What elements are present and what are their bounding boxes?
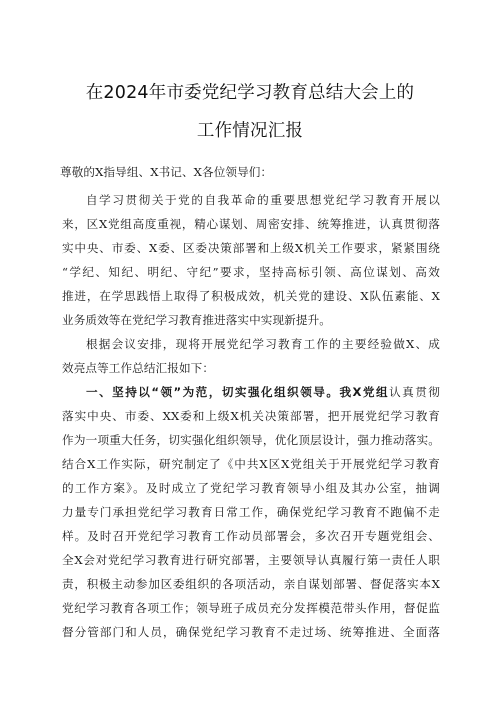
section1-line-9: 责，积极主动参加区委组织的各项活动，亲自谋划部署、督促落实本X xyxy=(62,577,440,591)
section1-heading: 一、坚持以“领”为范，切实强化组织领导。我X党组 xyxy=(86,385,390,399)
para1-line-1: 自学习贯彻关于党的自我革命的重要思想党纪学习教育开展以 xyxy=(86,193,440,207)
section1-line-3: 作为一项重大任务，切实强化组织领导，优化顶层设计，强力推动落实。 xyxy=(62,433,440,447)
document-title-line-1: 在2024年市委党纪学习教育总结大会上的 xyxy=(85,83,415,103)
section1-line-10: 党纪学习教育各项工作；领导班子成员充分发挥模范带头作用，督促监 xyxy=(62,601,440,615)
section1-first-line-rest: 认真贯彻 xyxy=(389,385,440,399)
para1-line-4: “学纪、知纪、明纪、守纪”要求，坚持高标引领、高位谋划、高效 xyxy=(62,265,440,279)
section1-line-8: 全X会对党纪学习教育进行研究部署，主要领导认真履行第一责任人职 xyxy=(62,553,440,567)
para1-line-3: 实中央、市委、X委、区委决策部署和上级X机关工作要求，紧紧围绕 xyxy=(62,241,440,255)
para1-line-2: 来，区X党组高度重视，精心谋划、周密安排、统筹推进，认真贯彻落 xyxy=(62,217,440,231)
section1-line-11: 督分管部门和人员，确保党纪学习教育不走过场、统筹推进、全面落 xyxy=(62,625,440,639)
section1-line-2: 落实中央、市委、XX委和上级X机关决策部署，把开展党纪学习教育 xyxy=(62,409,440,423)
para2-line-1: 根据会议安排，现将开展党纪学习教育工作的主要经验做X、成 xyxy=(86,337,440,351)
document-title-line-2: 工作情况汇报 xyxy=(196,121,304,141)
salutation: 尊敬的X指导组、X书记、X各位领导们： xyxy=(60,165,273,179)
para1-line-5: 推进，在学思践悟上取得了积极成效，机关党的建设、X队伍素能、X xyxy=(62,289,440,303)
para2-line-2: 效亮点等工作总结汇报如下： xyxy=(62,361,215,375)
section1-line-5: 的工作方案》。及时成立了党纪学习教育领导小组及其办公室，抽调 xyxy=(62,481,440,495)
section1-line-4: 结合X工作实际，研究制定了《中共X区X党组关于开展党纪学习教育 xyxy=(62,457,440,471)
section1-line-6: 力量专门承担党纪学习教育日常工作，确保党纪学习教育不跑偏不走 xyxy=(62,505,440,519)
section1-first-line xyxy=(86,385,440,399)
para1-line-6: 业务质效等在党纪学习教育推进落实中实现新提升。 xyxy=(62,313,331,327)
section1-line-7: 样。及时召开党纪学习教育工作动员部署会，多次召开专题党组会、 xyxy=(62,529,440,543)
